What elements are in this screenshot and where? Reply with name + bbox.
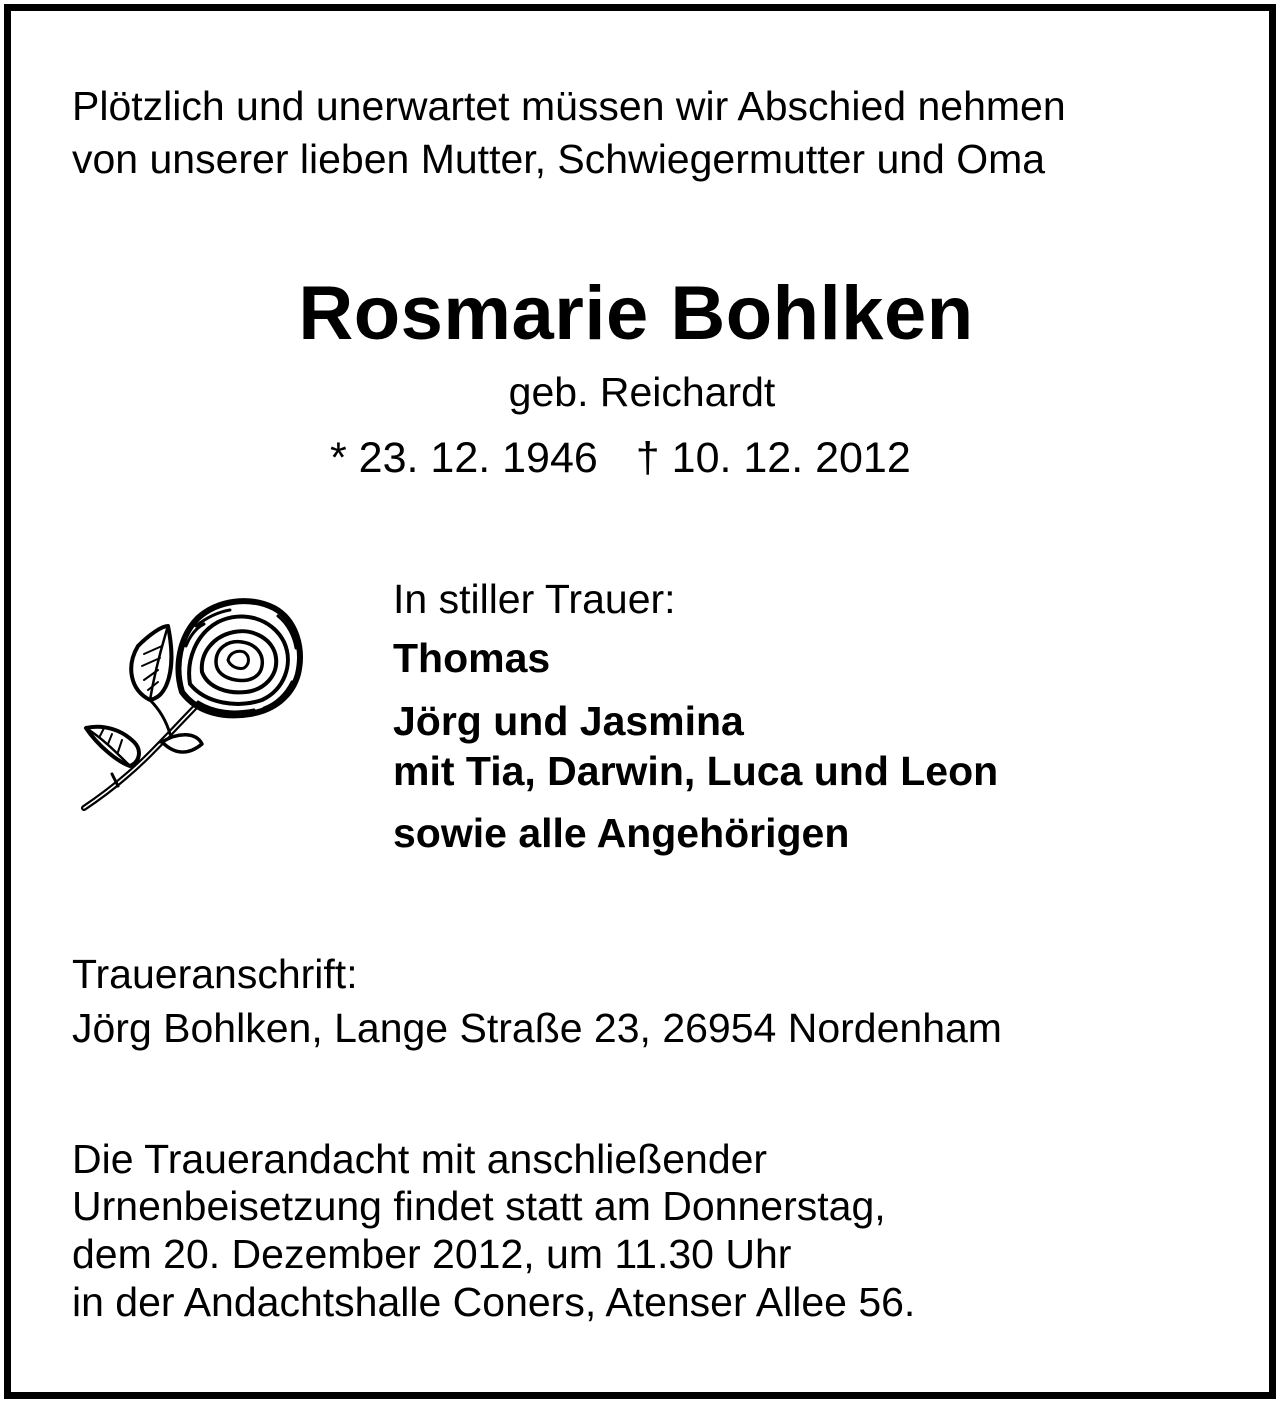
mourner-thomas: Thomas (393, 635, 551, 681)
birth-date: * 23. 12. 1946 (330, 434, 598, 482)
mourner-joerg-jasmina: Jörg und Jasmina (393, 698, 744, 744)
rose-icon (78, 596, 308, 818)
service-line-1: Die Trauerandacht mit anschließender (72, 1136, 768, 1182)
birth-name: geb. Reichardt (508, 369, 776, 415)
death-date: † 10. 12. 2012 (635, 434, 911, 482)
mourner-grandchildren: mit Tia, Darwin, Luca und Leon (393, 748, 999, 794)
mourner-relatives: sowie alle Angehörigen (393, 810, 850, 856)
intro-line-1: Plötzlich und unerwartet müssen wir Abschied nehmen (72, 83, 1066, 129)
life-dates (330, 434, 911, 482)
service-line-4: in der Andachtshalle Coners, Atenser Allee 56. (72, 1279, 916, 1325)
service-line-3: dem 20. Dezember 2012, um 11.30 Uhr (72, 1231, 792, 1277)
intro-line-2: von unserer lieben Mutter, Schwiegermutter und Oma (72, 136, 1046, 182)
deceased-name: Rosmarie Bohlken (298, 271, 974, 356)
service-line-2: Urnenbeisetzung findet statt am Donnerstag, (72, 1183, 886, 1229)
address-label: Traueranschrift: (72, 951, 358, 997)
mourners-heading: In stiller Trauer: (393, 576, 676, 622)
address-value: Jörg Bohlken, Lange Straße 23, 26954 Nordenham (72, 1005, 1002, 1051)
